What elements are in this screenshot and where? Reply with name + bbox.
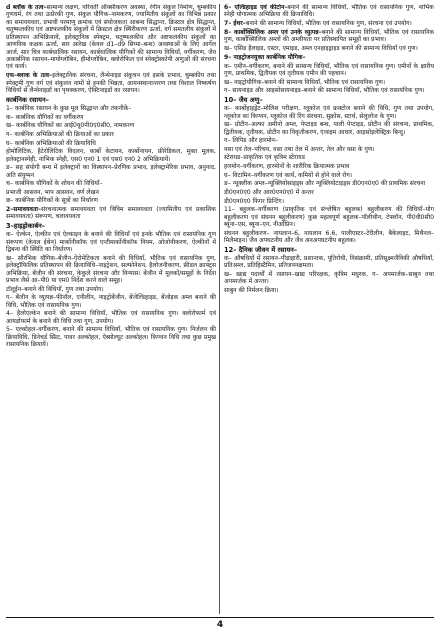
list-item-text: क– एमीन–वर्गीकरण, बनाने की सामान्य विधियाँ, भौतिक एवं रासायनिक गुण। एमीनों के क्षारीय गुण, प्राथमिक, द्वितीयक एवं तृतीयक एमीन की पहचान। bbox=[224, 62, 434, 78]
paragraph-label: d ब्लॉक के तत्व– bbox=[6, 4, 47, 11]
list-item bbox=[6, 197, 216, 204]
list-item bbox=[224, 163, 434, 170]
list-item bbox=[6, 164, 216, 179]
list-item-text: हारमोन–वर्गीकरण, हारमोनों के शारीरिक क्रियात्मक प्रभाव bbox=[224, 163, 350, 171]
list-item-text: ङ– न्यूक्लीक अम्ल–न्यूक्लियोसाइड्स और न्यूक्लियोटाइड्स डी0एन0ए0 की प्राथमिक संरचना bbox=[224, 180, 426, 188]
list-item bbox=[224, 255, 434, 270]
list-item bbox=[6, 294, 216, 309]
list-item-text: प्रभाजी आसवन, भाप आसवन, वर्ण लेखन bbox=[6, 188, 99, 196]
list-item-text: घ– कार्बनिक अभिक्रियाओं की क्रियाविधि bbox=[6, 139, 96, 147]
list-item bbox=[6, 189, 216, 196]
list-item bbox=[224, 137, 434, 144]
column-divider bbox=[219, 4, 220, 614]
list-item-text: क– कार्बनिक यौगिकों का वर्गीकरण bbox=[6, 113, 84, 121]
paragraph-label: 9– नाइट्रोजनयुक्त कार्बनिक यौगिक– bbox=[224, 53, 306, 61]
paragraph-text: इलेक्ट्रानिक संरचना, लैन्थेनाइड संकुचन एवं इसके प्रभाव, चुम्बकीय तथा स्पेक्ट्रमी गुण वर्ग एवं संकुलन नामों से इनकी भिन्नता, आयनस्थानान्तरण तथा विशाल निष्कर्षण विधियों से लैन्थेनाइडों का पृथक्करण, ऐक्टिनाइडों का रसायन। bbox=[6, 72, 216, 95]
section-heading-text: कार्बनिक रसायन– bbox=[6, 95, 49, 104]
list-item bbox=[6, 180, 216, 187]
list-item bbox=[6, 148, 216, 163]
section-heading-text: 3–हाइड्रोकार्बन– bbox=[6, 222, 46, 231]
list-item-text: स्टेरायड–प्राकृतिक एवं कृत्रिम स्टेरायड bbox=[224, 154, 305, 162]
page-footer bbox=[6, 617, 434, 632]
list-item-text: होमोलिटिक, हैटेरोलिटिक विदलन, कार्बो केटायन, कार्बोनायन, फ्रीरेडिकल, मुक्त मूलक, इलेक्ट्रानस्नेही, नाभिक स्नेही, एस0 एन0 1 एवं एस0 एन0 2 अभिक्रियायें। bbox=[6, 148, 216, 163]
list-item bbox=[224, 189, 434, 196]
list-item-text: छ– कार्बनिक यौगिकों के सूत्रों का निर्धारण bbox=[6, 197, 98, 205]
list-item-text: क– ऐल्केन, ऐल्कीन एवं ऐल्काइन के बनाने की विधियाँ एवं इनके भौतिक एवं रासायनिक गुण संरूपण (केवल ईथेन) मार्कोनीकॉफ एवं एन्टीमार्कोनीकॉफ नियम, ओजोनीकरण, ऐल्कीनों में द्विबन्ध की स्थिति का निर्धारण। bbox=[6, 231, 216, 254]
list-item-text: क– औषधियों में रसायन–पीड़ाहारी, प्रशान्तक, पूतिरोधी, विसंक्रामी, प्रतिसूक्ष्मजैविकी औषधियाँ, प्रतिअम्ल, प्रतिहिस्टैमिन, प्रतिजननक्षमता। bbox=[224, 254, 434, 270]
list-item-text: ग– लिपिड और हारमोन– bbox=[224, 137, 278, 145]
list-item-text: डी0एन0ए0 फिंगर प्रिन्टिंग। bbox=[224, 197, 285, 205]
list-item bbox=[6, 122, 216, 129]
list-item-text: क– कार्बोहाइड्रेट–मोलिश परीक्षण, ग्लूकोज एवं फ्रक्टोज बनाने की विधि, गुण तथा उपयोग, ग्लूकोज का किण्वन, ग्लूकोज की रिंग संरचना, सुक्रोस, स्टार्च, सेलुलोज के गुण। bbox=[224, 105, 434, 120]
list-item-text: साबुन की निर्मलन क्रिया। bbox=[224, 286, 279, 294]
list-item bbox=[224, 154, 434, 161]
paragraph-label: 7– ईथर– bbox=[224, 20, 246, 28]
list-item bbox=[224, 45, 434, 52]
paragraph-text: सामान्य लक्षण, परिवर्ती ऑक्सीकरण अवस्था, रंगीन संकुल निर्माण, चुम्बकीय गुणधर्म, रंग तथा उत्प्रेरकी गुण, संकुल यौगिक–नामकरण, ज्यामितीय संकुलों का विभिन्न प्रकार का समावयवता, प्रभावी परमाणु क्रमांक एवं संयोजकता आबन्ध सिद्धान्त, क्रिस्टल क्षेत्र सिद्धान्त, चतुष्फलकीय एवं अष्टफलकीय संकुलों में क्रिस्टल क्षेत्र स्थिरीकरण ऊर्जा, वर्ग समतलीय संकुलों में प्रतिस्थापन अभिक्रियायें, इलेक्ट्रानिक स्पेक्ट्रम, चतुष्फलकीय और अष्टफलकीय संकुलों का आणविक कक्षक ऊर्जा, सार आरेख (केवल d1–d9 सिग्मा–बन्ध) अवस्थाओं के लिए आर्गेल आर्ज, सार चित्र कार्बधात्विक रसायन, कार्बधात्विक यौगिकों की सामान्य विधियाँ, वर्गीकरण, जैव अकार्बनिक रसायन–मायोग्लोबिन, हीमोग्लोबिन, क्लोरोफिल एवं स्पेक्ट्रोस्कोपी अणुओं की संरचना एवं कार्य। bbox=[6, 4, 216, 71]
list-item bbox=[6, 105, 216, 112]
list-item-text: ग– कार्बनिक अभिक्रियाओं की क्रियाओं का प्रकार bbox=[6, 130, 114, 138]
list-item-text: टॉलूईन–बनाने की विधियाँ, गुण तथा उपयोग। bbox=[6, 285, 104, 293]
list-item-text: ख– सौरभिक यौगिक–बेंजीन–ऐरोमेटिकता बनाने की विधियाँ, भौतिक एवं रासायनिक गुण, इलेक्ट्रॉफिलिक प्रतिस्थापन की क्रियाविधि–नाइट्रेशन, सल्फोनेशन, हैलोजनीकरण, फ्रीडल क्राफ्ट्स अभिक्रिया, बेंजीन की संरचना, केकुले संरचना और विन्यास। बेंजीन में मूलकों/समूहों के निर्देश प्रभाव जैसे आ–पी0 या एम0 निर्देश करने वाले समूह। bbox=[6, 254, 216, 285]
list-item-text: डी0एन0ए0 और आर0एन0ए0 में अन्तर bbox=[224, 188, 314, 196]
list-item bbox=[224, 105, 434, 120]
section-heading bbox=[6, 96, 216, 104]
list-item bbox=[224, 180, 434, 187]
list-item bbox=[224, 63, 434, 78]
list-item bbox=[6, 231, 216, 253]
left-column bbox=[6, 4, 216, 614]
list-item bbox=[224, 287, 434, 294]
paragraph bbox=[224, 29, 434, 44]
list-item bbox=[6, 326, 216, 348]
list-item-text: 5– एल्कोहल–वर्गीकरण, बनाने की सामान्य विधियाँ, भौतिक एवं रासायनिक गुण। निर्जलन की क्रियाविधि, डिनेचर्ड स्प्रिट, पावर अल्कोहल, ऐब्सोल्यूट अल्कोहल। किण्वन विधि तथा कुछ प्रमुख रासायनिक क्रियायें। bbox=[6, 326, 216, 349]
list-item bbox=[6, 140, 216, 147]
list-item bbox=[6, 131, 216, 138]
paragraph-label: एफ–ब्लाक के तत्व– bbox=[6, 72, 53, 80]
list-item bbox=[224, 198, 434, 205]
list-item bbox=[224, 271, 434, 286]
paragraph-text: बनाने की सामान्य विधियाँ, भौतिक एवं रासायनिक गुण, कार्बोक्सिलिक अम्लों की अम्लीयता पर प्रतिस्थापित समूहों का प्रभाव। bbox=[224, 29, 434, 44]
list-item-text: च– कार्बनिक यौगिकों के शोधन की विधियाँ– bbox=[6, 180, 103, 188]
list-item bbox=[224, 79, 434, 86]
list-item-text: ख– एसिड हैलाइड, एस्टर, एमाइड, अम्ल एनहाइड्राइड बनाने की सामान्य विधियाँ एवं गुण। bbox=[224, 45, 418, 53]
section-heading bbox=[224, 96, 434, 104]
paragraph-label: 2–समावयवता– bbox=[6, 206, 42, 213]
list-item-text: 1– कार्बनिक रसायन के कुछ मूल सिद्धान्त और तकनीकें– bbox=[6, 105, 132, 113]
section-heading bbox=[6, 222, 216, 230]
list-item-text: ख– खाद्य पदार्थों में रसायन–खाद्य परिरक्षक, कृत्रिम मधुरक, ग– अपमार्जक–साबुन तथा अपमार्जक में अन्तर। bbox=[224, 270, 434, 286]
section-heading-text: 12– दैनिक जीवन में रसायन– bbox=[224, 245, 298, 254]
list-item-text: वसा एवं तेल–परिचय, वसा तथा तेल में अन्तर, तेल और वसा के गुण। bbox=[224, 145, 375, 153]
list-item bbox=[224, 206, 434, 228]
list-item bbox=[224, 87, 434, 94]
list-item-text: ख– नाइट्रोयौगिक–बनाने की सामान्य विधियाँ, भौतिक एवं रासायनिक गुण। bbox=[224, 78, 386, 86]
paragraph bbox=[6, 206, 216, 221]
page-number: 4 bbox=[216, 620, 224, 630]
paragraph bbox=[224, 20, 434, 27]
paragraph bbox=[6, 4, 216, 71]
section-heading-text: 10– जैव अणु– bbox=[224, 95, 263, 104]
list-item-text: 4– हैलोएल्केन बनाने की सामान्य विधियाँ, भौतिक एवं रासायनिक गुण। क्लोरोफार्म एवं आयडोफार्म के बनाने की विधि तथा गुण, उपयोग। bbox=[6, 310, 216, 325]
list-item bbox=[6, 310, 216, 325]
paragraph bbox=[224, 54, 434, 61]
list-item bbox=[224, 230, 434, 245]
list-item bbox=[224, 172, 434, 179]
list-item bbox=[6, 114, 216, 121]
paragraph bbox=[224, 4, 434, 19]
paragraph-label: 8– कार्बोक्सिलिक अम्ल एवं उनके व्युत्पन्न– bbox=[224, 29, 322, 37]
list-item-text: ख– प्रोटीन–अल्फा अमीनो अम्ल, पेप्टाइड बन्ध, पाली पेप्टाइड, प्रोटीन की संरचना, प्राथमिक, द्वितीयक, तृतीयक, प्रोटीन का विकृतीकरण, एंजाइम आधार, आइसोइलेक्ट्रिक बिन्दु। bbox=[224, 121, 434, 136]
list-item-text: ग– सायनाइड और आइसोसायनाइड–बनाने की सामान्य विधियाँ, भौतिक एवं रासायनिक गुण। bbox=[224, 87, 425, 95]
list-item-text: ग– बेंजीन के व्युत्पन्न–फीनॉल, एनीलीन, नाइट्रोबेंजीन, बेंजेल्डिहाइड, बेंजोइक अम्ल बनाने की विधि, भौतिक एवं रासायनिक गुण। bbox=[6, 294, 216, 309]
paragraph-text: बनाने की सामान्य विधियाँ, भौतिक एवं रासायनिक गुण, संरचना एवं उपयोग। bbox=[245, 20, 412, 28]
paragraph-text: संरचनात्मक समावयवता एवं त्रिविम समावयवता (ज्यामितीय एवं प्रकाशिक समावयवता) संरूपण, चलावयवता bbox=[6, 206, 216, 221]
list-item-text: 11– बहुलक–वर्गीकरण (प्राकृतिक एवं संश्लेषित बहुलक) बहुलीकरण की विधियाँ–योग बहुलीकरण एवं संघनन बहुलीकरण) कुछ महत्वपूर्ण बहुलक–पॉलीथीन, टेफ्लॉन, पी0वी0सी0 ब्यूना–एस, ब्यूना–एन, नीओप्रिन। bbox=[224, 206, 434, 228]
list-item bbox=[6, 286, 216, 293]
section-heading bbox=[224, 246, 434, 254]
list-item bbox=[6, 255, 216, 285]
list-item-text: घ– विटामिन–वर्गीकरण एवं कार्य, कमियों से होने वाले रोग। bbox=[224, 171, 353, 179]
list-item-text: संघनन बहुलीकरण– नायलान–6, नायलान 6.6, पालीएस्टर–टेरीलीन, बैकेलाइट, मिथैनल–मिलैमाइन। जैव अपघटनीय और जैव अनअपघटनीय बहुलक। bbox=[224, 229, 434, 244]
list-item bbox=[224, 146, 434, 153]
list-item-text: ख– कार्बनिक यौगिकों का आई0यू0पी0ए0सी0, नामकरण bbox=[6, 122, 135, 130]
list-item-text: ङ– सह संयोगी बन्ध में इलेक्ट्रानों का विस्थापन–प्रेरणिक प्रभाव, इलेक्ट्रामेरिक प्रभाव, अनुनाद, अति संयुग्मन bbox=[6, 164, 216, 179]
paragraph bbox=[6, 72, 216, 94]
paragraph-label: 6– एल्डिहाइड एवं कीटोन– bbox=[224, 4, 288, 11]
columns bbox=[6, 4, 434, 614]
right-column bbox=[224, 4, 434, 614]
paragraph-text: बनाने की सामान्य विधियाँ, भौतिक एवं रासायनिक गुण, नाभिक स्नेही योगात्मक अभिक्रिया की क्रियाविधि। bbox=[224, 4, 434, 19]
list-item bbox=[224, 121, 434, 136]
